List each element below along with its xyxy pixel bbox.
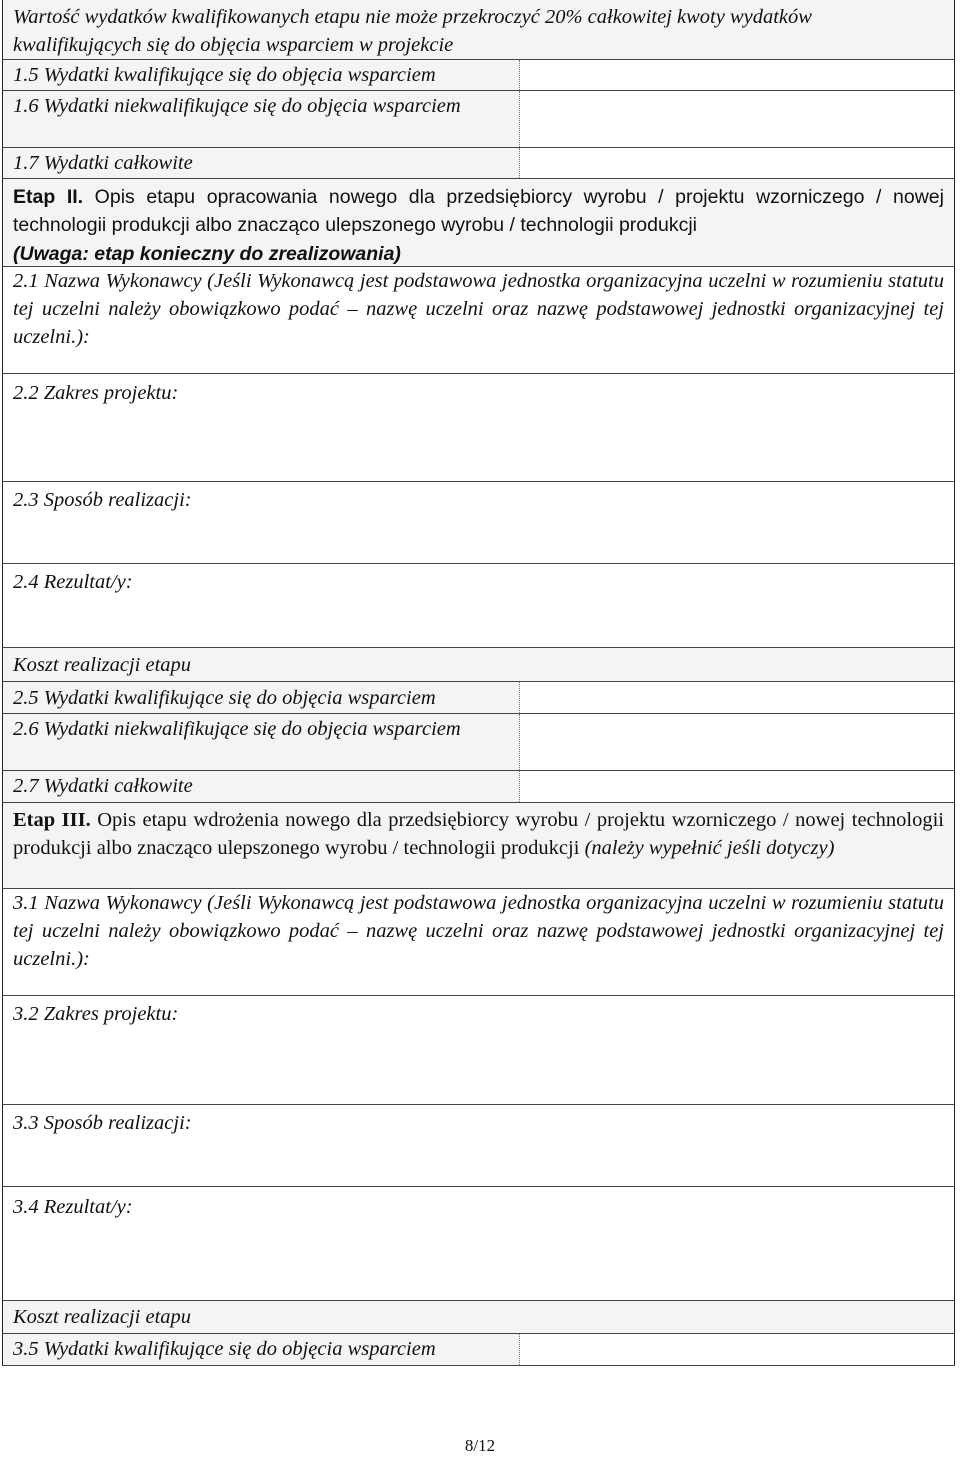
stage3-heading <box>13 806 944 862</box>
column-divider <box>519 1334 520 1365</box>
stage2-scope-row[interactable] <box>2 374 955 482</box>
stage3-eligible-row <box>2 1334 955 1366</box>
stage3-optional-note: (należy wypełnić jeśli dotyczy) <box>584 837 835 859</box>
stage1-non-eligible-row <box>2 91 955 148</box>
stage3-eligible-label: 3.5 Wydatki kwalifikujące się do objęcia wsparciem <box>13 1338 436 1360</box>
stage2-non-eligible-value[interactable] <box>520 714 954 770</box>
stage3-heading-label: Etap III. <box>13 809 91 831</box>
stage2-non-eligible-row <box>2 714 955 771</box>
stage3-eligible-value[interactable] <box>520 1334 954 1365</box>
stage2-total-label: 2.7 Wydatki całkowite <box>13 775 193 797</box>
stage2-contractor-row[interactable] <box>2 267 955 374</box>
stage1-total-row <box>2 148 955 179</box>
stage2-cost-header-row <box>2 648 955 682</box>
stage3-result-row[interactable] <box>2 1187 955 1301</box>
stage1-eligible-label: 1.5 Wydatki kwalifikujące się do objęcia wsparciem <box>13 64 436 86</box>
stage2-heading-text: Opis etapu opracowania nowego dla przedsiębiorcy wyrobu / projektu wzorniczego / nowej technologii produkcji albo znacząco ulepszonego wyrobu / technologii produkcji <box>13 186 944 236</box>
stage3-heading-row <box>2 803 955 889</box>
stage3-result-label: 3.4 Rezultat/y: <box>13 1196 133 1218</box>
column-divider <box>519 91 520 147</box>
stage3-contractor-label: 3.1 Nazwa Wykonawcy (Jeśli Wykonawcą jest podstawowa jednostka organizacyjna uczelni w rozumieniu statutu tej uczelni należy obowiązkowo podać – nazwę uczelni oraz nazwę podstawowej jednostki organizacyjnej tej uczelni.): <box>13 892 944 970</box>
stage2-cost-header: Koszt realizacji etapu <box>13 654 192 676</box>
stage1-eligible-value[interactable] <box>520 60 954 90</box>
stage2-method-label: 2.3 Sposób realizacji: <box>13 489 192 511</box>
stage3-cost-header-row <box>2 1301 955 1334</box>
stage3-cost-header: Koszt realizacji etapu <box>13 1306 192 1328</box>
stage2-total-row <box>2 771 955 803</box>
stage3-heading-text: Opis etapu wdrożenia nowego dla przedsiębiorcy wyrobu / projektu wzorniczego / nowej technologii produkcji albo znacząco ulepszonego wyrobu / technologii produkcji <box>13 809 944 859</box>
stage2-heading-row <box>2 179 955 267</box>
stage1-limit-note: Wartość wydatków kwalifikowanych etapu nie może przekroczyć 20% całkowitej kwoty wydatków kwalifikujących się do objęcia wsparciem w projekcie <box>13 6 812 56</box>
column-divider <box>519 682 520 713</box>
stage2-eligible-value[interactable] <box>520 682 954 713</box>
stage1-non-eligible-label: 1.6 Wydatki niekwalifikujące się do objęcia wsparciem <box>13 95 461 117</box>
column-divider <box>519 148 520 178</box>
stage2-method-row[interactable] <box>2 482 955 564</box>
stage3-method-label: 3.3 Sposób realizacji: <box>13 1112 192 1134</box>
stage2-contractor-label: 2.1 Nazwa Wykonawcy (Jeśli Wykonawcą jest podstawowa jednostka organizacyjna uczelni w rozumieniu statutu tej uczelni należy obowiązkowo podać – nazwę uczelni oraz nazwę podstawowej jednostki organizacyjnej tej uczelni.): <box>13 270 944 348</box>
stage2-eligible-row <box>2 682 955 714</box>
stage1-note-row <box>2 0 955 60</box>
column-divider <box>519 60 520 90</box>
stage2-heading <box>13 183 944 239</box>
stage3-scope-row[interactable] <box>2 996 955 1105</box>
stage3-scope-label: 3.2 Zakres projektu: <box>13 1003 179 1025</box>
stage2-eligible-label: 2.5 Wydatki kwalifikujące się do objęcia wsparciem <box>13 687 436 709</box>
stage1-total-value[interactable] <box>520 148 954 178</box>
stage2-total-value[interactable] <box>520 771 954 802</box>
stage2-heading-label: Etap II. <box>13 186 84 208</box>
stage2-required-note: (Uwaga: etap konieczny do zrealizowania) <box>13 243 401 265</box>
stage2-non-eligible-label: 2.6 Wydatki niekwalifikujące się do objęcia wsparciem <box>13 718 461 740</box>
stage3-method-row[interactable] <box>2 1105 955 1187</box>
stage1-total-label: 1.7 Wydatki całkowite <box>13 152 193 174</box>
stage2-result-row[interactable] <box>2 564 955 648</box>
column-divider <box>519 714 520 770</box>
column-divider <box>519 771 520 802</box>
stage3-contractor-row[interactable] <box>2 889 955 996</box>
stage1-eligible-row <box>2 60 955 91</box>
stage2-scope-label: 2.2 Zakres projektu: <box>13 382 179 404</box>
stage1-non-eligible-value[interactable] <box>520 91 954 147</box>
stage2-result-label: 2.4 Rezultat/y: <box>13 571 133 593</box>
page-number: 8/12 <box>464 1436 496 1455</box>
